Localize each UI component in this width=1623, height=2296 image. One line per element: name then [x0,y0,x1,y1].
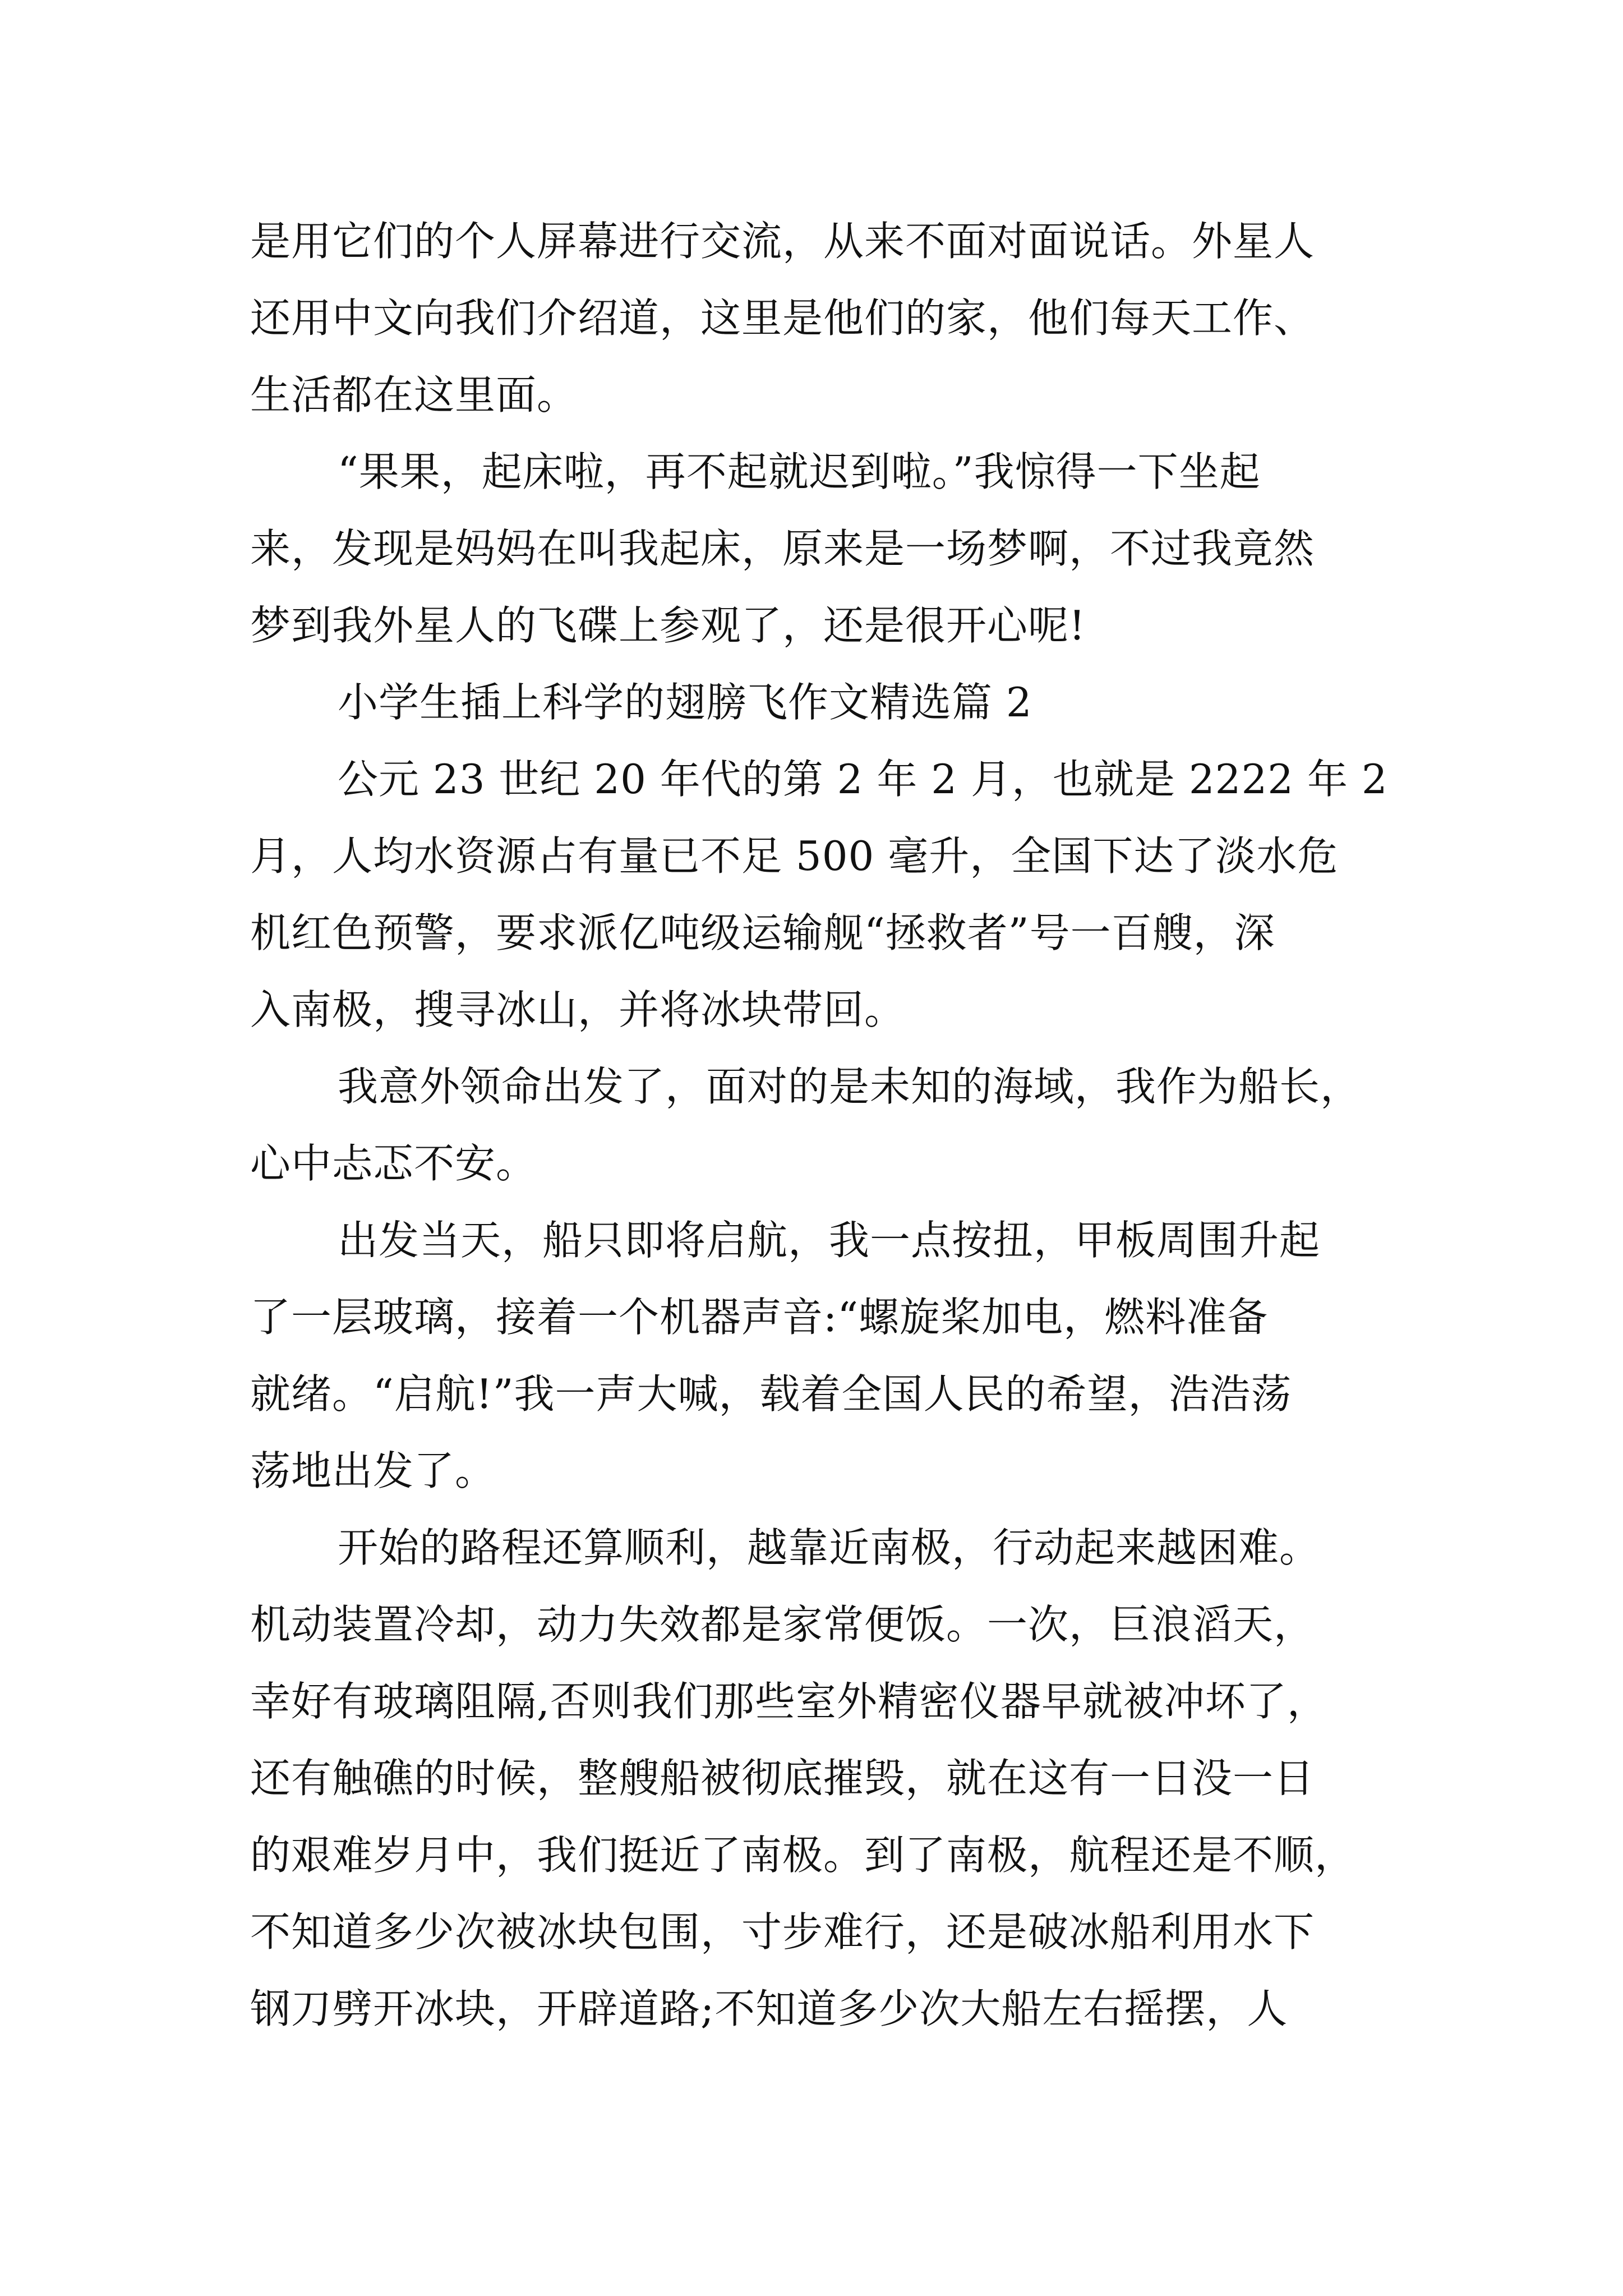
document-body [250,203,1389,2047]
text-line: 我意外领命出发了，面对的是未知的海域，我作为船长， [338,1063,1362,1110]
text-line: 机红色预警，要求派亿吨级运输舰“拯救者”号一百艘，深 [250,909,1275,956]
text-line: 机动装置冷却，动力失效都是家常便饭。一次，巨浪滔天， [250,1601,1315,1648]
text-line: “果果，起床啦，再不起就迟到啦。”我惊得一下坐起 [338,448,1261,495]
text-line: 开始的路程还算顺利，越靠近南极，行动起来越困难。 [338,1524,1321,1571]
text-line: 来，发现是妈妈在叫我起床，原来是一场梦啊，不过我竟然 [250,525,1315,572]
text-line: 幸好有玻璃阻隔,否则我们那些室外精密仪器早就被冲坏了， [250,1678,1328,1725]
text-line: 出发当天，船只即将启航，我一点按扭，甲板周围升起 [338,1217,1321,1264]
text-line: 了一层玻璃，接着一个机器声音:“螺旋桨加电，燃料准备 [250,1294,1269,1341]
section-heading: 小学生插上科学的翅膀飞作文精选篇 2 [338,679,1032,726]
text-line: 月，人均水资源占有量已不足 500 毫升，全国下达了淡水危 [250,832,1339,880]
text-line: 的艰难岁月中，我们挺近了南极。到了南极，航程还是不顺， [250,1832,1356,1879]
text-line: 梦到我外星人的飞碟上参观了，还是很开心呢! [250,602,1086,649]
text-line: 入南极，搜寻冰山，并将冰块带回。 [250,986,906,1033]
text-line: 钢刀劈开冰块，开辟道路;不知道多少次大船左右摇摆，人 [250,1985,1288,2032]
text-line: 生活都在这里面。 [250,371,578,418]
text-line: 荡地出发了。 [250,1447,496,1494]
text-line: 还用中文向我们介绍道，这里是他们的家，他们每天工作、 [250,295,1315,342]
text-line: 不知道多少次被冰块包围，寸步难行，还是破冰船利用水下 [250,1908,1315,1955]
text-line: 还有触礁的时候，整艘船被彻底摧毁，就在这有一日没一日 [250,1755,1315,1802]
text-line: 是用它们的个人屏幕进行交流，从来不面对面说话。外星人 [250,218,1315,265]
text-line: 就绪。“启航!”我一声大喊，载着全国人民的希望，浩浩荡 [250,1370,1292,1418]
text-line: 公元 23 世纪 20 年代的第 2 年 2 月，也就是 2222 年 2 [338,756,1388,803]
text-line: 心中忐忑不安。 [250,1140,537,1187]
